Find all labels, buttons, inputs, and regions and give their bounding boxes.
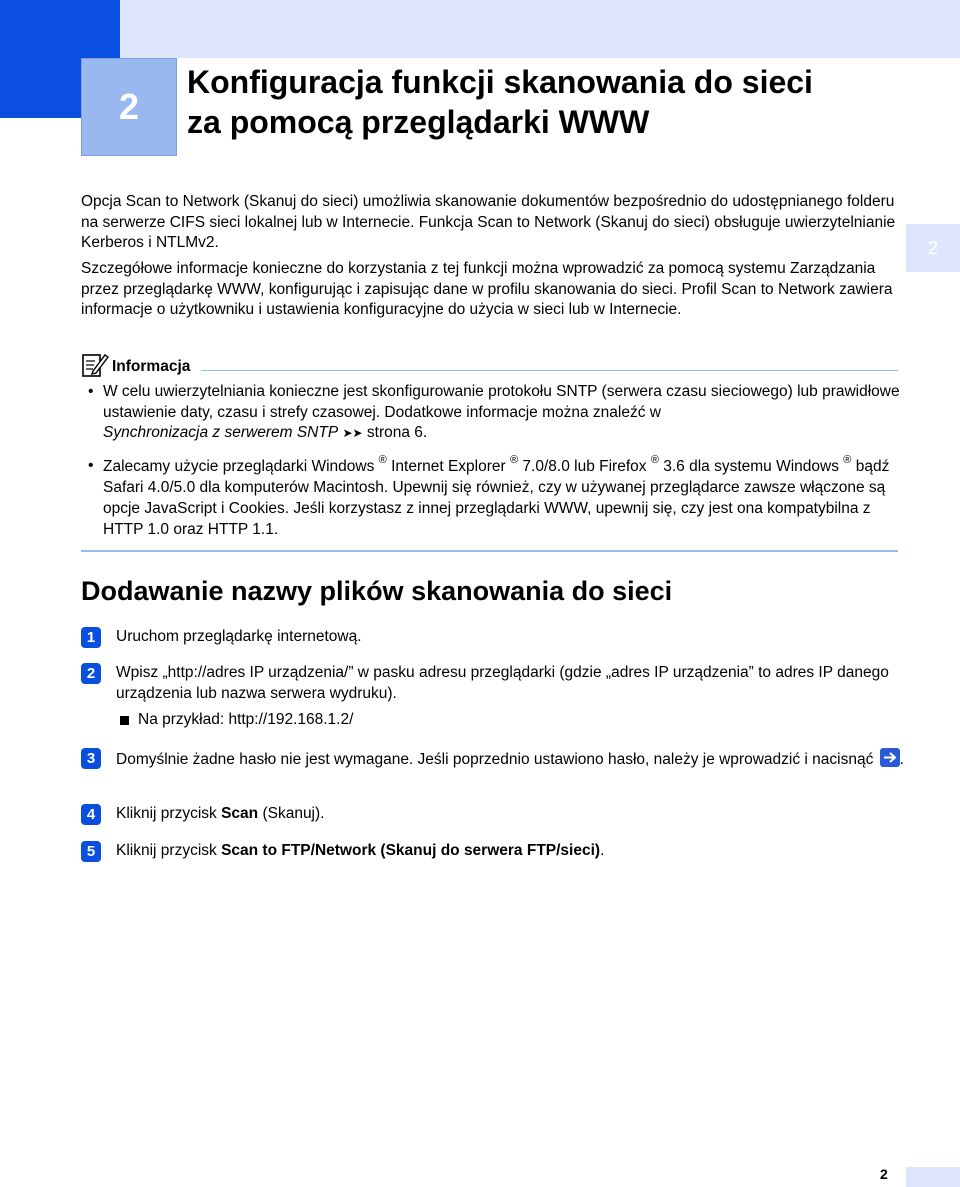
bullet-dot: • <box>88 457 94 474</box>
registered-mark: ® <box>843 454 852 466</box>
note-header <box>81 352 898 376</box>
step-number-2: 2 <box>81 663 101 684</box>
registered-mark: ® <box>650 454 659 466</box>
step-4 <box>116 804 906 825</box>
step-2-text: Wpisz „http://adres IP urządzenia/” w pasku adresu przeglądarki (gdzie „adres IP urządzenia” to adres IP danego urządzenia lub nazwa serwera wydruku). <box>116 664 889 702</box>
chapter-title <box>187 62 927 142</box>
step-number-4: 4 <box>81 804 101 825</box>
note-bullet-2-part3: 7.0/8.0 lub Firefox <box>522 458 647 475</box>
scan-button-label: Scan <box>221 805 259 822</box>
step-5 <box>116 841 906 862</box>
section-title: Dodawanie nazwy plików skanowania do sieci <box>81 576 673 606</box>
note-divider-top <box>201 370 898 371</box>
note-bullet-2-part2: Internet Explorer <box>391 458 506 475</box>
footer-tab <box>906 1167 960 1187</box>
step-4-suffix: (Skanuj). <box>258 805 325 822</box>
square-bullet-icon <box>120 716 129 725</box>
registered-mark: ® <box>510 454 519 466</box>
note-label: Informacja <box>112 358 191 375</box>
chapter-number: 2 <box>81 58 177 156</box>
step-5-prefix: Kliknij przycisk <box>116 842 222 859</box>
step-3 <box>116 748 906 771</box>
note-pencil-icon <box>81 352 109 378</box>
page-number: 2 <box>880 1166 888 1182</box>
header-band <box>120 0 960 58</box>
intro-paragraph-1: Opcja Scan to Network (Skanuj do sieci) umożliwia skanowanie dokumentów bezpośrednio do udostępnianego folderu na serwerze CIFS sieci lokalnej lub w Internecie. Funkcja Scan to Network (Skanuj do sieci) obsługuje uwierzytelnianie Kerberos i NTLMv2. <box>81 193 896 251</box>
note-bullet-2 <box>103 456 903 540</box>
enter-arrow-icon <box>880 748 900 767</box>
step-3-end: . <box>899 751 904 768</box>
scan-to-ftp-button-label: Scan to FTP/Network (Skanuj do serwera FTP/sieci) <box>221 842 601 859</box>
note-bullet-1-page: strona 6. <box>366 424 428 441</box>
step-number-3: 3 <box>81 748 101 769</box>
double-arrow-icon: ➤➤ <box>342 426 363 440</box>
intro-paragraph-2: Szczegółowe informacje konieczne do korzystania z tej funkcji można wprowadzić za pomocą systemu Zarządzania przez przeglądarkę WWW, konfigurując i zapisując dane w profilu skanowania do sieci. Profil Scan to Network zawiera informacje o użytkowniku i ustawienia konfiguracyjne do użycia w sieci lub w Internecie. <box>81 260 893 318</box>
note-bullet-2-part1: Zalecamy użycie przeglądarki Windows <box>103 458 375 475</box>
step-3-text: Domyślnie żadne hasło nie jest wymagane. Jeśli poprzednio ustawiono hasło, należy je wprowadzić i nacisnąć <box>116 751 874 768</box>
note-bullet-1 <box>103 382 903 444</box>
note-bullet-1-ref: Synchronizacja z serwerem SNTP <box>103 424 339 441</box>
note-bullet-2-part5: bądź Safari 4.0/5.0 dla komputerów Macintosh. Upewnij się również, czy w używanej przeglądarce zawsze włączone są opcje JavaScript i Cookies. Jeśli korzystasz z innej przeglądarki WWW, upewnij się, czy jest ona kompatybilna z HTTP 1.0 oraz HTTP 1.1. <box>103 458 890 538</box>
step-number-5: 5 <box>81 841 101 862</box>
step-2-example: Na przykład: http://192.168.1.2/ <box>138 711 354 728</box>
note-bullet-1-text: W celu uwierzytelniania konieczne jest skonfigurowanie protokołu SNTP (serwera czasu sieciowego) lub prawidłowe ustawienie daty, czasu i strefy czasowej. Dodatkowe informacje można znaleźć w <box>103 383 900 421</box>
chapter-title-line2: za pomocą przeglądarki WWW <box>187 104 650 140</box>
bullet-dot: • <box>88 383 94 400</box>
step-number-1: 1 <box>81 627 101 648</box>
note-bullet-2-part4: 3.6 dla systemu Windows <box>663 458 839 475</box>
step-5-suffix: . <box>600 842 605 859</box>
registered-mark: ® <box>378 454 387 466</box>
note-divider-bottom <box>81 550 898 552</box>
side-chapter-tab: 2 <box>906 224 960 272</box>
step-4-prefix: Kliknij przycisk <box>116 805 222 822</box>
chapter-title-line1: Konfiguracja funkcji skanowania do sieci <box>187 64 813 100</box>
step-1-text: Uruchom przeglądarkę internetową. <box>116 628 362 645</box>
